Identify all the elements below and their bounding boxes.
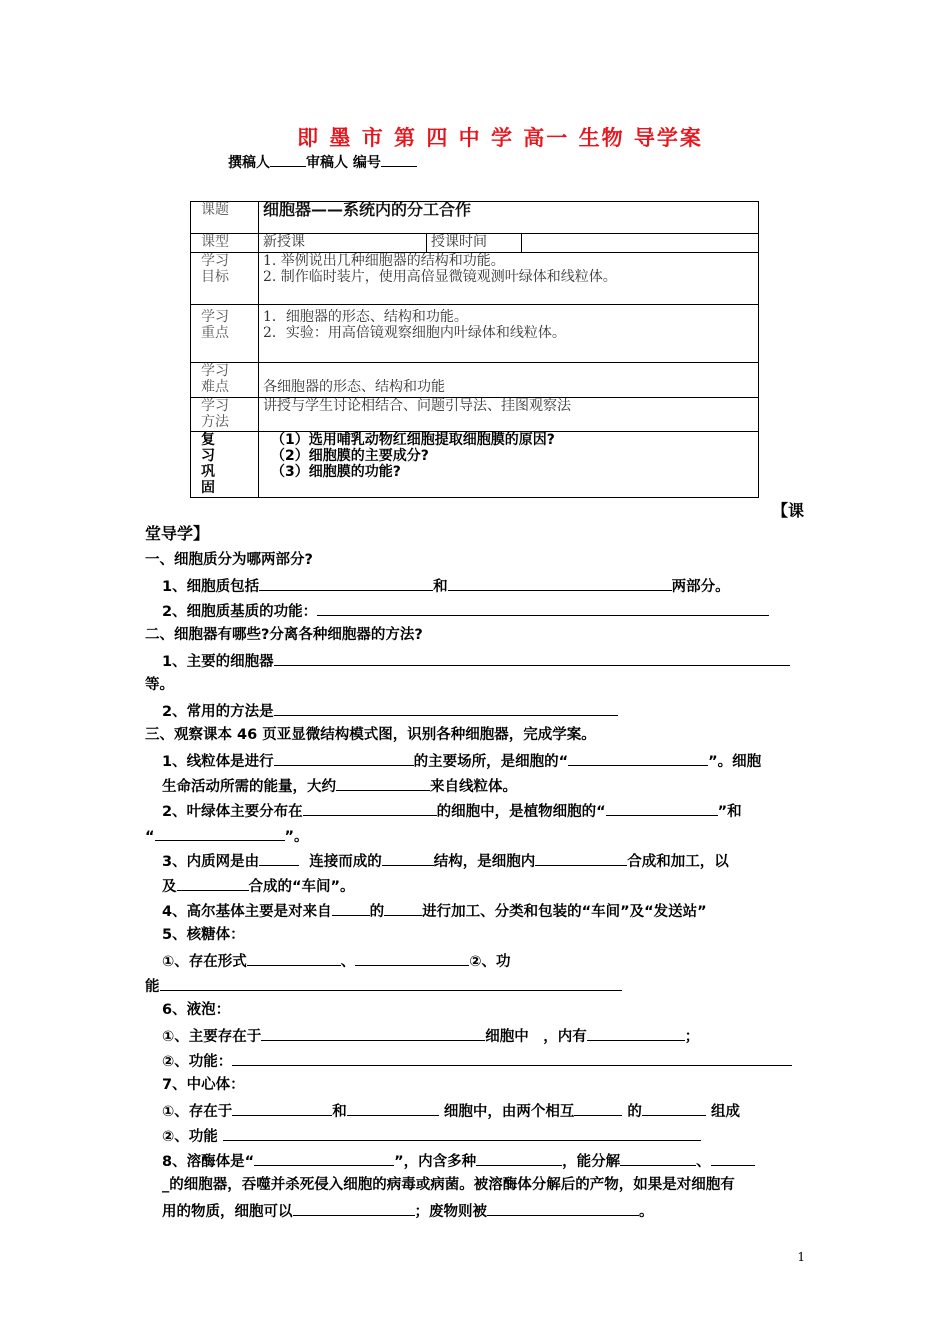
blank[interactable] <box>274 751 414 766</box>
question-2: 二、细胞器有哪些?分离各种细胞器的方法? <box>145 627 423 643</box>
method-label: 学习 方法 <box>191 398 259 432</box>
time-value[interactable] <box>522 234 759 253</box>
question-3-5: 5、核糖体： <box>162 927 245 943</box>
blank[interactable] <box>487 1201 639 1216</box>
guide-heading-part2: 堂导学】 <box>145 524 210 543</box>
question-2-2: 2、常用的方法是 <box>162 701 618 721</box>
question-3-3-cont: 及 合成的“车间”。 <box>162 876 355 896</box>
question-1-2: 2、细胞质基质的功能： <box>162 601 769 621</box>
blank[interactable] <box>448 576 672 591</box>
question-3-7: 7、中心体： <box>162 1077 245 1093</box>
lesson-info-table <box>190 201 759 498</box>
reviewer-label: 审稿人 <box>306 155 348 171</box>
question-3-8: 8、溶酶体是“ ”，内含多种 ，能分解 、 <box>162 1151 755 1171</box>
page-number: 1 <box>797 1250 805 1264</box>
time-label: 授课时间 <box>427 234 522 253</box>
blank[interactable] <box>606 801 718 816</box>
question-1-1: 1、细胞质包括 和 两部分。 <box>162 576 730 596</box>
question-3-5-b: 能 <box>145 976 622 996</box>
blank[interactable] <box>259 576 433 591</box>
question-3-2: 2、叶绿体主要分布在 的细胞中，是植物细胞的“ ”和 <box>162 801 742 821</box>
blank[interactable] <box>155 826 285 841</box>
key-points: 1．细胞器的形态、结构和功能。 2．实验：用高倍镜观察细胞内叶绿体和线粒体。 <box>259 305 759 363</box>
guide-heading-part1: 【课 <box>772 501 805 520</box>
blank[interactable] <box>535 851 627 866</box>
key-label: 学习 重点 <box>191 305 259 363</box>
topic-value: 细胞器——系统内的分工合作 <box>259 202 759 234</box>
blank[interactable] <box>332 901 370 916</box>
blank[interactable] <box>476 1151 562 1166</box>
review-questions: （1）选用哺乳动物红细胞提取细胞膜的原因? （2）细胞膜的主要成分? （3）细胞膜的功能? <box>259 432 759 498</box>
blank[interactable] <box>336 776 430 791</box>
blank[interactable] <box>274 701 618 716</box>
blank[interactable] <box>254 1151 394 1166</box>
author-line <box>228 152 417 172</box>
number-label: 编号 <box>352 155 381 171</box>
review-label: 复 习 巩 固 <box>191 432 259 498</box>
question-3-3: 3、内质网是由 连接而成的 结构，是细胞内 合成和加工，以 <box>162 851 729 871</box>
blank[interactable] <box>384 901 422 916</box>
question-3-1-cont: 生命活动所需的能量，大约 来自线粒体。 <box>162 776 517 796</box>
number-blank[interactable] <box>381 152 417 167</box>
question-2-1-end: 等。 <box>145 677 174 693</box>
difficulty-value: 各细胞器的形态、结构和功能 <box>259 363 759 398</box>
blank[interactable] <box>303 801 437 816</box>
question-3-7-a: ①、存在于 和 细胞中，由两个相互 的 组成 <box>162 1101 740 1121</box>
question-1: 一、细胞质分为哪两部分? <box>145 552 313 568</box>
blank[interactable] <box>261 1026 485 1041</box>
author-blank[interactable] <box>270 152 306 167</box>
topic-label: 课题 <box>191 202 259 234</box>
question-3: 三、观察课本 46 页亚显微结构模式图，识别各种细胞器，完成学案。 <box>145 727 596 743</box>
goals-list: 1. 举例说出几种细胞器的结构和功能。 2. 制作临时装片，使用高倍显微镜观测叶绿体和线粒体。 <box>259 253 759 305</box>
blank[interactable] <box>259 851 299 866</box>
blank[interactable] <box>642 1101 706 1116</box>
question-3-7-b: ②、功能 <box>162 1126 701 1146</box>
blank[interactable] <box>160 976 622 991</box>
blank[interactable] <box>247 951 341 966</box>
question-3-1: 1、线粒体是进行 的主要场所，是细胞的“ ”。细胞 <box>162 751 761 771</box>
difficulty-label: 学习 难点 <box>191 363 259 398</box>
blank[interactable] <box>587 1026 685 1041</box>
question-3-4: 4、高尔基体主要是对来自 的 进行加工、分类和包装的“车间”及“发送站” <box>162 901 707 921</box>
blank[interactable] <box>355 951 469 966</box>
type-value: 新授课 <box>259 234 427 253</box>
blank[interactable] <box>223 1126 701 1141</box>
blank[interactable] <box>382 851 434 866</box>
blank[interactable] <box>317 601 769 616</box>
blank[interactable] <box>568 751 708 766</box>
question-2-1: 1、主要的细胞器 <box>162 651 790 671</box>
blank[interactable] <box>347 1101 439 1116</box>
question-3-6-b: ②、功能： <box>162 1051 792 1071</box>
blank[interactable] <box>574 1101 622 1116</box>
question-3-2-cont: “ ”。 <box>145 826 309 846</box>
goals-label: 学习 目标 <box>191 253 259 305</box>
blank[interactable] <box>274 651 790 666</box>
author-label: 撰稿人 <box>228 155 270 171</box>
blank[interactable] <box>177 876 249 891</box>
method-value: 讲授与学生讨论相结合、问题引导法、挂图观察法 <box>259 398 759 432</box>
question-3-8-cont: _的细胞器，吞噬并杀死侵入细胞的病毒或病菌。被溶酶体分解后的产物，如果是对细胞有 <box>162 1177 735 1193</box>
page-title: 即 墨 市 第 四 中 学 高一 生物 导学案 <box>297 126 703 150</box>
question-3-5-a: ①、存在形式 、 ②、功 <box>162 951 511 971</box>
blank[interactable] <box>232 1101 332 1116</box>
blank[interactable] <box>293 1201 415 1216</box>
blank[interactable] <box>620 1151 696 1166</box>
question-3-6: 6、液泡： <box>162 1002 231 1018</box>
blank[interactable] <box>711 1151 755 1166</box>
question-3-6-a: ①、主要存在于 细胞中 ，内有 ； <box>162 1026 699 1046</box>
blank[interactable] <box>232 1051 792 1066</box>
question-3-8-end: 用的物质，细胞可以 ；废物则被 。 <box>162 1201 654 1221</box>
type-label: 课型 <box>191 234 259 253</box>
